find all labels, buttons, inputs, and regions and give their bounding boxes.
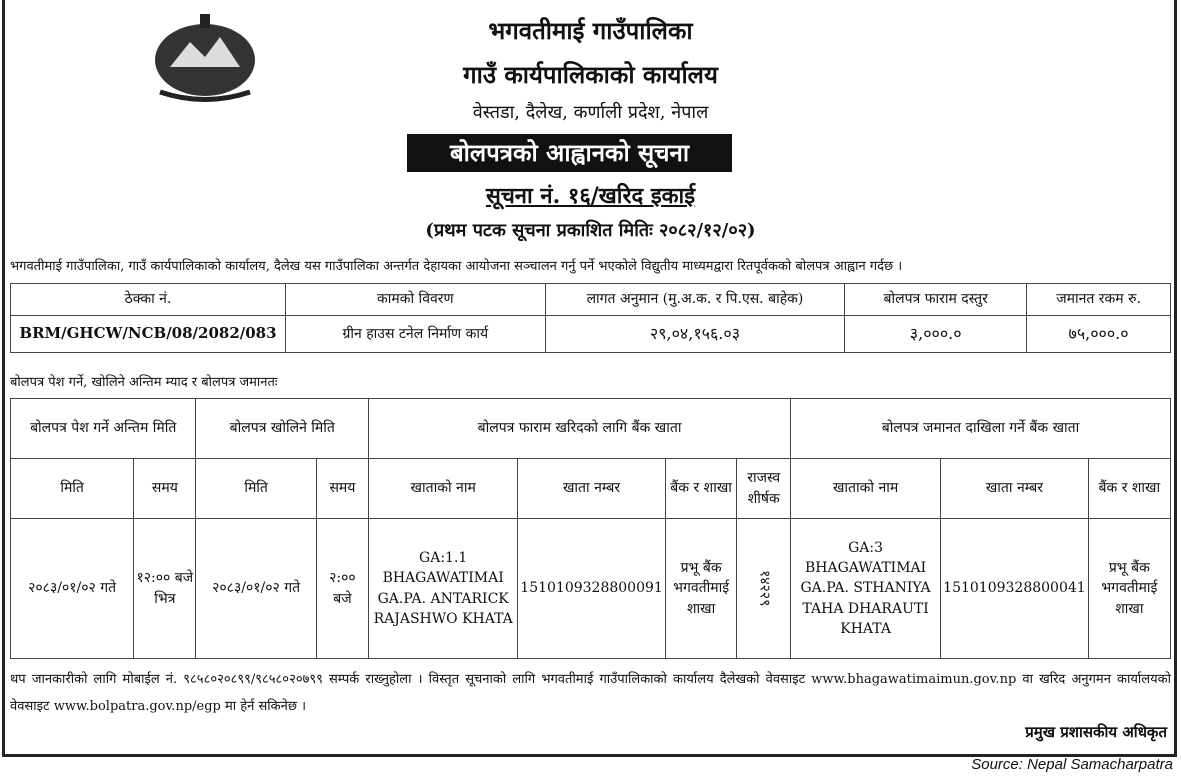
form-fee: ३,०००.० — [845, 316, 1027, 353]
address: वेस्तडा, दैलेख, कर्णाली प्रदेश, नेपाल — [472, 102, 709, 123]
revenue-head — [737, 519, 791, 659]
th-account-no: खाता नम्बर — [518, 459, 666, 519]
intro-text: भगवतीमाई गाउँपालिका, गाउँ कार्यपालिकाको कार्यालय, दैलेख यस गाउँपालिका अन्तर्गत देहायका आयोजना सञ्चालन गर्नु पर्ने भएकोले विद्युतीय माध्यमद्वारा रितपूर्वकको बोलपत्र आह्वान गर्दछ । — [10, 259, 903, 274]
org-name: भगवतीमाई गाउँपालिका — [488, 16, 693, 45]
th-time: समय — [134, 459, 196, 519]
tender-table — [10, 283, 1171, 353]
municipality-website-link[interactable]: www.bhagawatimaimun.gov.np — [811, 672, 1017, 687]
th-date: मिति — [11, 459, 134, 519]
revenue-head-code: १४२२९ — [755, 570, 772, 607]
contract-no: BRM/GHCW/NCB/08/2082/083 — [11, 316, 286, 353]
group-opening: बोलपत्र खोलिने मिति — [196, 399, 369, 459]
submission-date: २०८३/०१/०२ गते — [11, 519, 134, 659]
security-bank-branch: प्रभू बैंक भगवतीमाई शाखा — [1088, 519, 1170, 659]
notice-number: सूचना नं. १६/खरिद इकाई — [485, 183, 696, 209]
th-contract-no: ठेक्का नं. — [11, 284, 286, 316]
deadline-label: बोलपत्र पेश गर्ने, खोलिने अन्तिम म्याद र बोलपत्र जमानतः — [10, 375, 278, 390]
footer-contact: थप जानकारीको लागि मोबाईल नं. ९८५८०२०८९९/९८५८०२०७९९ सम्पर्क राख्नुहोला । विस्तृत सूचनाको लागि भगवतीमाई गाउँपालिकाको कार्यालय दैलेखको वेवसाइट — [10, 672, 806, 687]
security-account-name: GA:3 BHAGAWATIMAI GA.PA. STHANIYA TAHA DHARAUTI KHATA — [791, 519, 941, 659]
submission-time: १२:०० बजे भित्र — [134, 519, 196, 659]
form-account-no: 1510109328800091 — [518, 519, 666, 659]
form-account-name: GA:1.1 BHAGAWATIMAI GA.PA. ANTARICK RAJASHWO KHATA — [369, 519, 518, 659]
th-bid-security: जमानत रकम रु. — [1027, 284, 1171, 316]
published-date: (प्रथम पटक सूचना प्रकाशित मितिः २०८२/१२/०२) — [425, 220, 756, 241]
th-bank-branch: बैंक र शाखा — [665, 459, 737, 519]
cost-estimate: २९,०४,१५६.०३ — [545, 316, 845, 353]
footer-text — [10, 666, 1171, 720]
th-revenue-head: राजस्व शीर्षक — [737, 459, 791, 519]
work-desc: ग्रीन हाउस टनेल निर्माण कार्य — [285, 316, 545, 353]
th-account-name: खाताको नाम — [369, 459, 518, 519]
source-credit: Source: Nepal Samacharpatra — [971, 756, 1173, 773]
th-form-fee: बोलपत्र फाराम दस्तुर — [845, 284, 1027, 316]
th-bank-branch: बैंक र शाखा — [1088, 459, 1170, 519]
office-name: गाउँ कार्यपालिकाको कार्यालय — [463, 60, 718, 89]
footer-mid: वा खरिद अनुगमन कार्यालयको वेवसाइट — [10, 672, 1172, 714]
bolpatra-link[interactable]: www.bolpatra.gov.np/egp — [53, 699, 221, 714]
opening-time: २:०० बजे — [316, 519, 368, 659]
signatory: प्रमुख प्रशासकीय अधिकृत — [1025, 723, 1167, 741]
group-form-account: बोलपत्र फाराम खरिदको लागि बैंक खाता — [369, 399, 791, 459]
schedule-table — [10, 398, 1171, 659]
security-account-no: 1510109328800041 — [941, 519, 1089, 659]
form-bank-branch: प्रभू बैंक भगवतीमाई शाखा — [665, 519, 737, 659]
opening-date: २०८३/०१/०२ गते — [196, 519, 316, 659]
th-account-no: खाता नम्बर — [941, 459, 1089, 519]
th-account-name: खाताको नाम — [791, 459, 941, 519]
bid-security: ७५,०००.० — [1027, 316, 1171, 353]
th-work-desc: कामको विवरण — [285, 284, 545, 316]
group-submission: बोलपत्र पेश गर्ने अन्तिम मिति — [11, 399, 196, 459]
group-security-account: बोलपत्र जमानत दाखिला गर्ने बैंक खाता — [791, 399, 1171, 459]
th-date: मिति — [196, 459, 316, 519]
notice-banner: बोलपत्रको आह्वानको सूचना — [407, 134, 732, 172]
footer-end: मा हेर्न सकिनेछ । — [220, 699, 307, 714]
th-cost-estimate: लागत अनुमान (मु.अ.क. र पि.एस. बाहेक) — [545, 284, 845, 316]
th-time: समय — [316, 459, 368, 519]
